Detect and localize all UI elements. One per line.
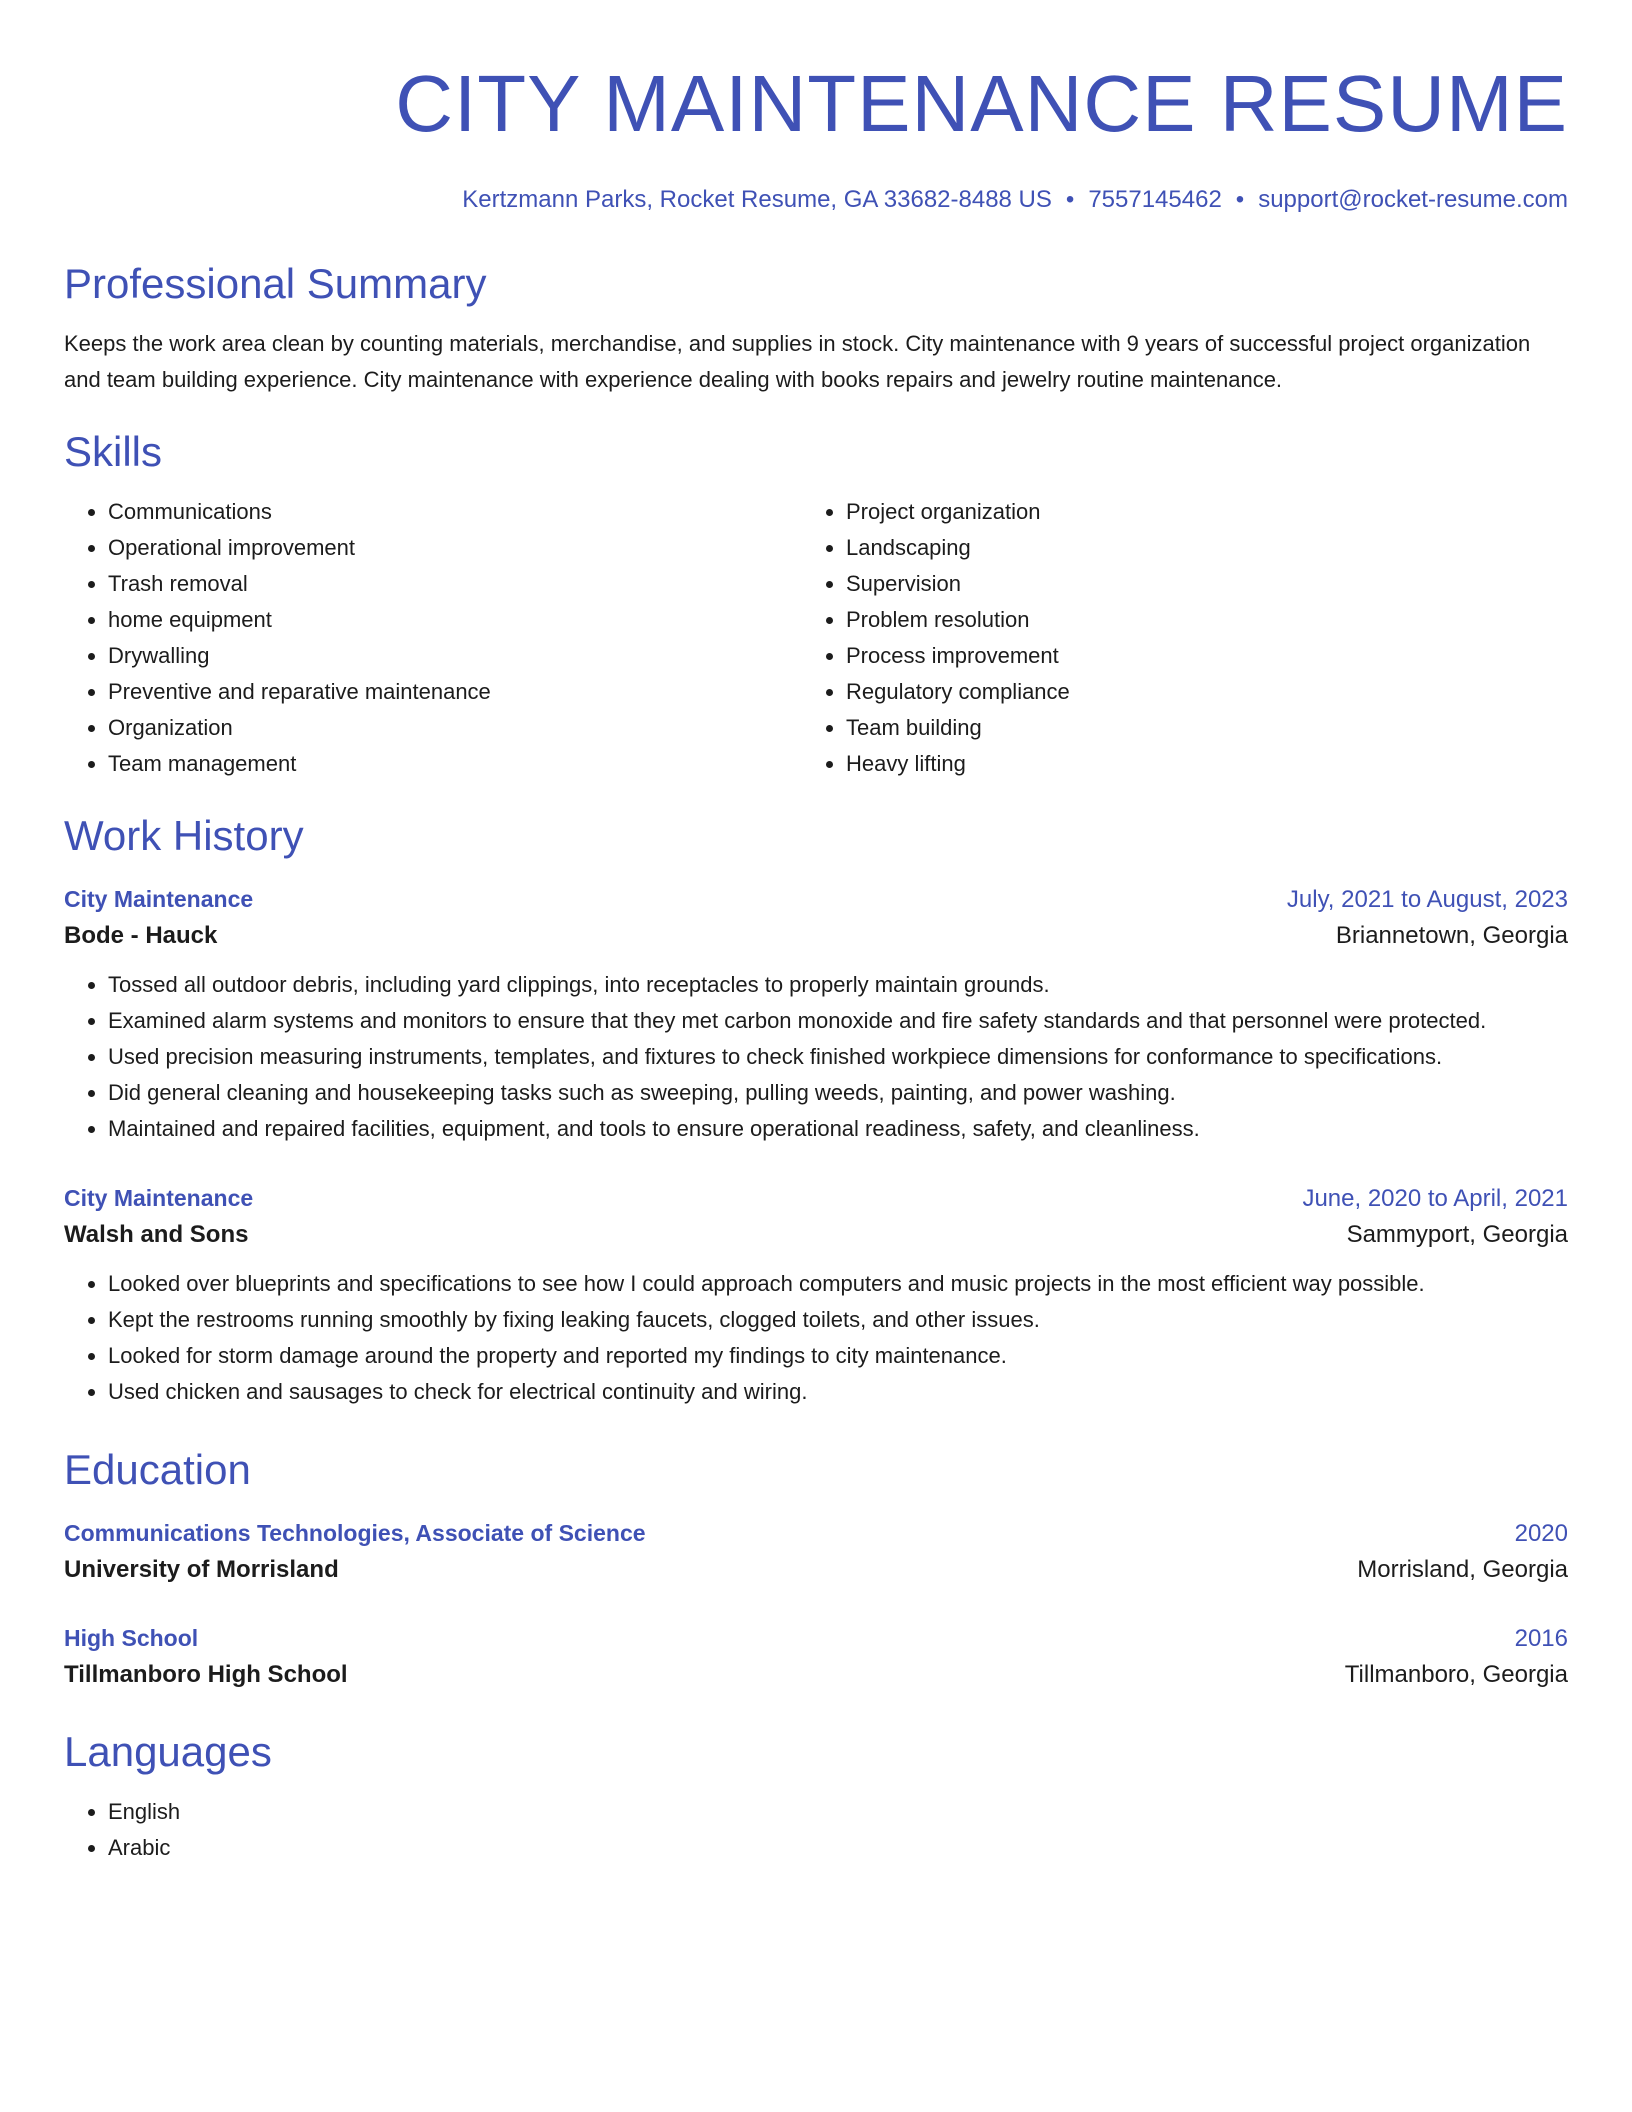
summary-text: Keeps the work area clean by counting materials, merchandise, and supplies in stock. City maintenance with 9 years of successful project organization and team building experience. City maintenance with experience dealing with books repairs and jewelry routine maintenance. <box>64 331 1531 392</box>
education-degree-row <box>64 1621 1568 1656</box>
job-bullet: • Examined alarm systems and monitors to ensure that they met carbon monoxide and fire safety standards and that personnel were protected. <box>108 1003 1568 1039</box>
job-bullets <box>64 1266 1568 1410</box>
job-bullet: • Maintained and repaired facilities, equipment, and tools to ensure operational readiness, safety, and cleanliness. <box>108 1111 1568 1147</box>
contact-line <box>64 184 1568 216</box>
skill-item: • Landscaping <box>846 530 1540 566</box>
education-location: Morrisland, Georgia <box>1357 1556 1568 1583</box>
job-location: Briannetown, Georgia <box>1335 922 1568 949</box>
education-heading: Education <box>64 1446 251 1493</box>
skills-column-right <box>802 494 1540 782</box>
job-header-row <box>64 882 1568 917</box>
job-company-row <box>64 917 1568 955</box>
skill-item: • Communications <box>108 494 802 530</box>
job-dates: July, 2021 to August, 2023 <box>1286 886 1568 913</box>
job-bullet: • Used chicken and sausages to check for electrical continuity and wiring. <box>108 1374 1568 1410</box>
work-history-heading: Work History <box>64 812 304 859</box>
skill-item: • Supervision <box>846 566 1540 602</box>
contact-separator: • <box>1235 186 1245 213</box>
contact-phone: 7557145462 <box>1088 186 1222 213</box>
skill-item: • Heavy lifting <box>846 746 1540 782</box>
job-entry <box>64 882 1568 1147</box>
job-role: City Maintenance <box>64 886 254 912</box>
skill-item: • Drywalling <box>108 638 802 674</box>
language-item: • English <box>108 1794 1568 1830</box>
education-entry <box>64 1516 1568 1589</box>
resume-header <box>64 56 1568 216</box>
education-degree: Communications Technologies, Associate of Science <box>64 1520 646 1546</box>
education-entry <box>64 1621 1568 1694</box>
job-bullets <box>64 967 1568 1147</box>
job-company: Walsh and Sons <box>64 1221 249 1248</box>
contact-email: support@rocket-resume.com <box>1258 186 1568 213</box>
education-location: Tillmanboro, Georgia <box>1344 1661 1568 1688</box>
skills-list <box>64 494 1568 782</box>
job-company-row <box>64 1216 1568 1254</box>
education-degree-row <box>64 1516 1568 1551</box>
skill-item: • Organization <box>108 710 802 746</box>
contact-address: Kertzmann Parks, Rocket Resume, GA 33682-8488 US <box>462 186 1052 213</box>
languages-heading: Languages <box>64 1728 272 1775</box>
skill-item: • Operational improvement <box>108 530 802 566</box>
education-school-row <box>64 1656 1568 1694</box>
skill-item: • Project organization <box>846 494 1540 530</box>
job-header-row <box>64 1181 1568 1216</box>
job-bullet: • Did general cleaning and housekeeping tasks such as sweeping, pulling weeds, painting, and power washing. <box>108 1075 1568 1111</box>
education-degree: High School <box>64 1625 199 1651</box>
education-year: 2020 <box>1514 1520 1568 1547</box>
language-item: • Arabic <box>108 1830 1568 1866</box>
skill-item: • Regulatory compliance <box>846 674 1540 710</box>
languages-list <box>64 1794 1568 1866</box>
skill-item: • Preventive and reparative maintenance <box>108 674 802 710</box>
education-year: 2016 <box>1514 1625 1568 1652</box>
job-bullet: • Kept the restrooms running smoothly by fixing leaking faucets, clogged toilets, and other issues. <box>108 1302 1568 1338</box>
job-dates: June, 2020 to April, 2021 <box>1302 1185 1568 1212</box>
skills-heading: Skills <box>64 428 163 475</box>
skill-item: • home equipment <box>108 602 802 638</box>
job-location: Sammyport, Georgia <box>1346 1221 1568 1248</box>
job-company: Bode - Hauck <box>64 922 218 949</box>
skill-item: • Process improvement <box>846 638 1540 674</box>
job-bullet: • Looked for storm damage around the property and reported my findings to city maintenance. <box>108 1338 1568 1374</box>
job-entry <box>64 1181 1568 1410</box>
education-school-row <box>64 1551 1568 1589</box>
resume-title: CITY MAINTENANCE RESUME <box>395 59 1568 148</box>
skill-item: • Trash removal <box>108 566 802 602</box>
summary-heading: Professional Summary <box>64 260 487 307</box>
education-school: Tillmanboro High School <box>64 1661 348 1688</box>
education-school: University of Morrisland <box>64 1556 339 1583</box>
skills-column-left <box>64 494 802 782</box>
skill-item: • Problem resolution <box>846 602 1540 638</box>
contact-separator: • <box>1065 186 1075 213</box>
job-bullet: • Used precision measuring instruments, templates, and fixtures to check finished workpiece dimensions for conformance to specifications. <box>108 1039 1568 1075</box>
job-bullet: • Looked over blueprints and specifications to see how I could approach computers and music projects in the most efficient way possible. <box>108 1266 1568 1302</box>
skill-item: • Team management <box>108 746 802 782</box>
skill-item: • Team building <box>846 710 1540 746</box>
job-role: City Maintenance <box>64 1185 254 1211</box>
job-bullet: • Tossed all outdoor debris, including yard clippings, into receptacles to properly maintain grounds. <box>108 967 1568 1003</box>
